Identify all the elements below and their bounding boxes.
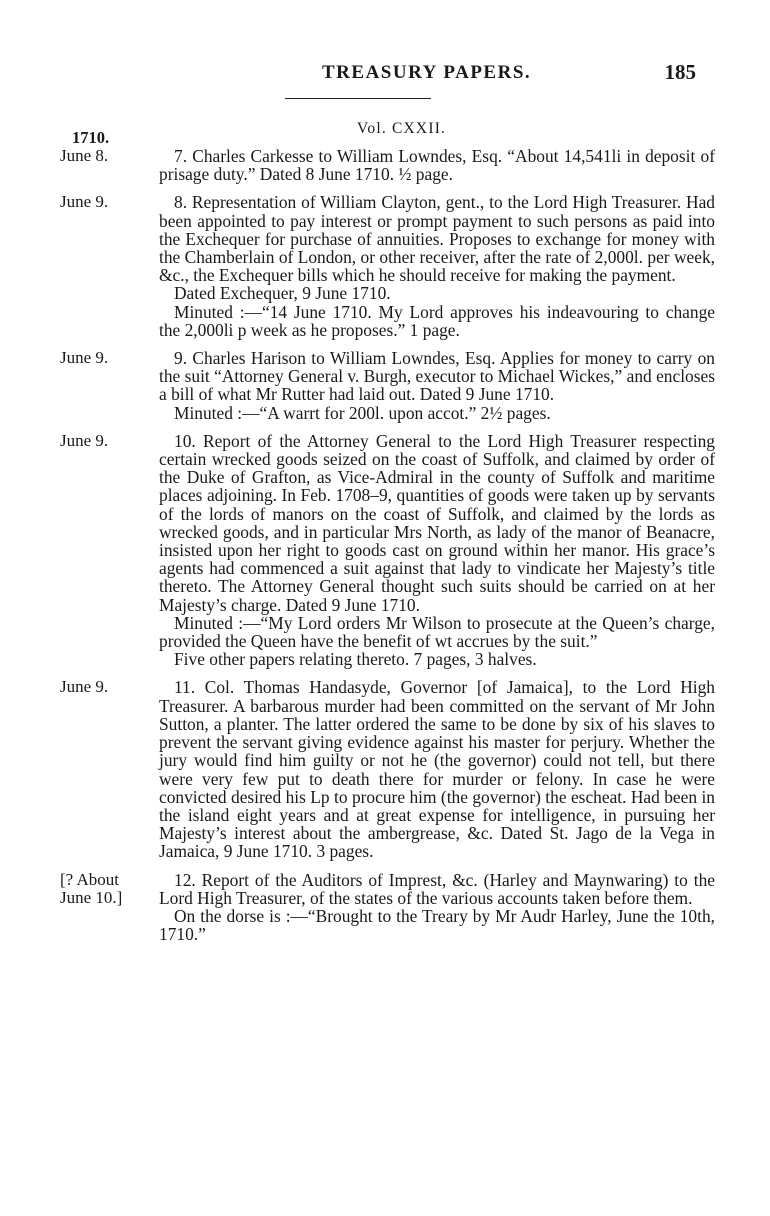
entry-minuted: Minuted :—“My Lord orders Mr Wilson to prosecute at the Queen’s charge, provided the Queen have the benefit of wt accrues by the suit.” [159, 612, 715, 652]
entry-text: 7. Charles Carkesse to William Lowndes, Esq. “About 14,541li in deposit of prisage duty.” Dated 8 June 1710. ½ page. [159, 146, 715, 185]
entry-9 [60, 349, 715, 422]
entry-date: June 9. [60, 192, 109, 212]
volume-heading: Vol. CXXII. [357, 120, 447, 137]
entry-12 [60, 871, 715, 944]
entry-text: 9. Charles Harison to William Lowndes, Esq. Applies for money to carry on the suit “Attorney General v. Burgh, executor to Michael Wickes,” and encloses a bill of what Mr Rutter had laid out. Dated 9 June 1710. [159, 348, 715, 405]
entry-11 [60, 678, 715, 860]
entry-10 [60, 432, 715, 669]
header-rule [285, 98, 431, 99]
entries-list [60, 147, 715, 953]
entry-other-papers: Five other papers relating thereto. 7 pages, 3 halves. [174, 649, 537, 670]
entry-date: June 9. [60, 430, 109, 450]
entry-date: June 8. [60, 146, 109, 165]
entry-text: 10. Report of the Attorney General to the Lord High Treasurer respecting certain wrecked goods seized on the coast of Suffolk, and claimed by order of the Duke of Grafton, as Vice-Admiral in the county of Suffolk and maritime places adjoining. In Feb. 1708–9, quantities of goods were taken up by servants of the lords of manors on the coast of Suffolk, and claimed by the lords as wrecked goods, and in particular Mrs North, as lady of the manor of Beanacre, insisted upon her right to goods cast on ground within her manor. His grace’s agents had commenced a suit against that lady to vindicate her Majesty’s title thereto. The Attorney General thought such suits should be carried on at her Majesty’s charge. Dated 9 June 1710. [159, 430, 715, 615]
entry-text: 8. Representation of William Clayton, gent., to the Lord High Treasurer. Had been appointed to pay interest or prompt payment to such persons as paid into the Exchequer for purchase of annuities. Proposes to exchange for money with the Chamberlain of London, or other receiver, after the rate of 2,000l. per week, &c., the Exchequer bills which he should receive for making the payment. [159, 192, 715, 286]
entry-minuted: Minuted :—“14 June 1710. My Lord approves his indeavouring to change the 2,000li p week as he proposes.” 1 page. [159, 301, 715, 340]
year-label: 1710. [72, 128, 110, 147]
page-header [0, 62, 770, 92]
page-number: 185 [664, 60, 696, 84]
entry-date: June 9. [60, 677, 109, 697]
entry-7 [60, 147, 715, 183]
entry-dorse: On the dorse is :—“Brought to the Treary by Mr Audr Harley, June the 10th, 1710.” [159, 905, 715, 945]
entry-dated: Dated Exchequer, 9 June 1710. [174, 283, 391, 304]
entry-minuted: Minuted :—“A warrt for 200l. upon accot.” 2½ pages. [174, 402, 551, 423]
entry-8 [60, 193, 715, 339]
entry-date: [? About June 10.] [60, 869, 123, 907]
entry-text: 12. Report of the Auditors of Imprest, &c. (Harley and Maynwaring) to the Lord High Treasurer, of the states of the various accounts taken before them. [159, 869, 715, 908]
entry-date: June 9. [60, 348, 109, 368]
entry-text: 11. Col. Thomas Handasyde, Governor [of Jamaica], to the Lord High Treasurer. A barbarous murder had been committed on the servant of Mr John Sutton, a planter. The latter ordered the same to be done by six of his slaves to prevent the servant giving evidence against his master for perjury. Whether the jury would find him guilty or not he (the governor) could not tell, but there were very few put to death there for murder or felony. In case he were convicted desired his Lp to procure him (the governor) the escheat. Had been in the island eight years and at great expense for intelligence, in pursuing her Majesty’s interest about the ambergrease, &c. Dated St. Jago de la Vega in Jamaica, 9 June 1710. 3 pages. [159, 677, 715, 862]
running-title: TREASURY PAPERS. [322, 62, 532, 83]
